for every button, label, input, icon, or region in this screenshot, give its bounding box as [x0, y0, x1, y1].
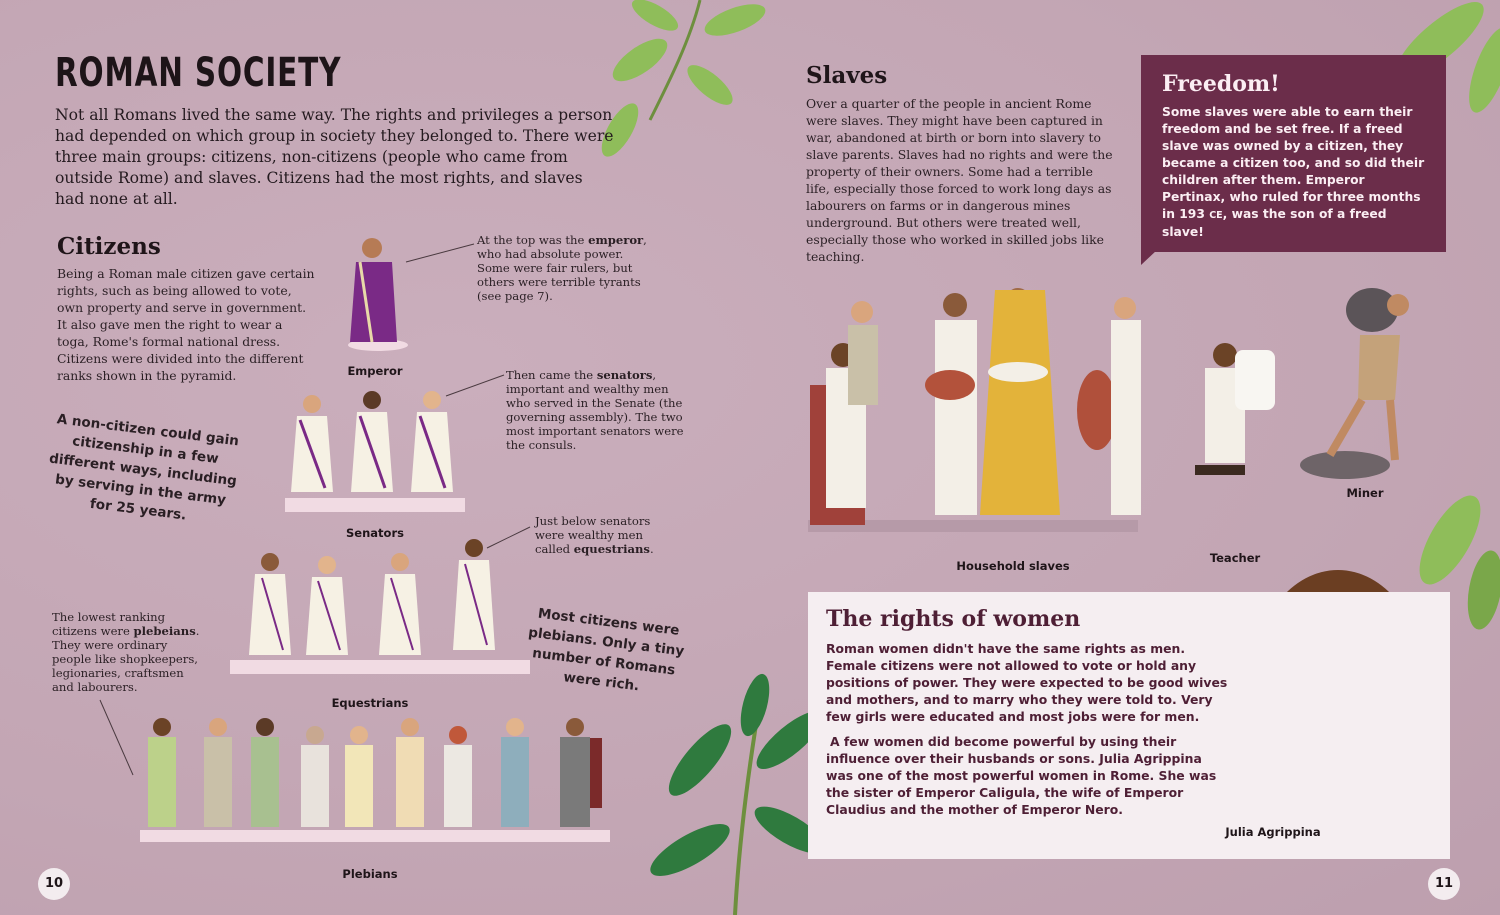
julia-caption: Julia Agrippina: [1225, 825, 1321, 839]
plebeians-note-pre: The lowest ranking citizens were: [52, 610, 166, 638]
teacher-illustration: [1195, 343, 1275, 475]
page-number-right: 11: [1428, 868, 1460, 900]
plebeians-note: [52, 610, 207, 694]
emperor-note-bold: emperor: [588, 233, 644, 247]
senators-note: [506, 368, 686, 452]
women-paragraph-1: Roman women didn't have the same rights as men. Female citizens were not allowed to vote or hold any positions of power. They were expected to be good wives and mothers, and to marry who they were told to. Very few girls were educated and most jobs were for men.: [826, 641, 1228, 724]
equestrians-illustration: [230, 539, 530, 674]
teacher-caption: Teacher: [1209, 551, 1261, 565]
miner-caption: Miner: [1346, 486, 1384, 500]
intro-paragraph: Not all Romans lived the same way. The rights and privileges a person had depended on which group in society they belonged to. There were three main groups: citizens, non-citizens (people who came from outside Rome) and slaves. Citizens had the most rights, and slaves had none at all.: [55, 106, 614, 208]
household-slaves-illustration: [808, 288, 1141, 532]
freedom-box: [1141, 55, 1446, 252]
equestrians-note-post: .: [649, 542, 654, 556]
senators-note-pre: Then came the: [506, 368, 597, 382]
freedom-text-after: , was the son of a freed slave!: [1162, 207, 1387, 239]
emperor-caption: Emperor: [347, 364, 403, 378]
laurel-branch-bottom-illustration: [644, 671, 832, 915]
freedom-text-before: Some slaves were able to earn their freedom and be set free. If a freed slave was owned by a citizen, they became a citizen too, and so did their children after them. Emperor Pertinax, who ruled for three months in 193: [1162, 105, 1425, 221]
plebians-illustration: [140, 718, 610, 842]
emperor-illustration: [348, 238, 408, 351]
freedom-box-tail: [1141, 250, 1157, 265]
plebeians-note-bold: plebeians: [133, 624, 196, 638]
freedom-heading: Freedom!: [1162, 71, 1280, 97]
household-slaves-caption: Household slaves: [956, 559, 1070, 573]
slaves-heading: Slaves: [806, 62, 888, 89]
slaves-text: Over a quarter of the people in ancient Rome were slaves. They might have been captured in war, abandoned at birth or born into slavery to slave parents. Slaves had no rights and were the property of their owners. Some had a terrible life, especially those forced to work long days as labourers on farms or in dangerous mines underground. But others were treated well, especially those who worked in skilled jobs like teaching.: [806, 96, 1113, 264]
noncitizen-callout: A non-citizen could gain citizenship in a few different ways, including by serving in the army for 25 years.: [48, 411, 240, 524]
women-heading: The rights of women: [826, 606, 1081, 632]
emperor-note: [477, 233, 657, 303]
equestrians-note: [535, 514, 665, 556]
women-text: [826, 640, 1231, 818]
emperor-note-pre: At the top was the: [477, 233, 589, 247]
plebians-caption: Plebians: [342, 867, 398, 881]
emperor-note-post: , who had absolute power. Some were fair rulers, but others were terrible tyrants (see page 7).: [477, 233, 647, 303]
equestrians-caption: Equestrians: [331, 696, 409, 710]
women-paragraph-2: A few women did become powerful by using their influence over their husbands or sons. Julia Agrippina was one of the most powerful women in Rome. She was the sister of Emperor Caligula, the wife of Emperor Claudius and the mother of Emperor Nero.: [826, 734, 1217, 817]
senators-illustration: [285, 391, 465, 512]
freedom-era: CE: [1209, 210, 1223, 221]
citizens-text: Being a Roman male citizen gave certain rights, such as being allowed to vote, own property and serve in government. It also gave men the right to wear a toga, Rome's formal national dress. Citizens were divided into the different ranks shown in the pyramid.: [57, 266, 315, 383]
most-citizens-callout: Most citizens were plebians. Only a tiny number of Romans were rich.: [527, 605, 686, 695]
women-rights-box: [808, 592, 1450, 859]
page-title: ROMAN SOCIETY: [55, 50, 342, 96]
citizens-heading: Citizens: [57, 233, 161, 260]
freedom-text: [1162, 104, 1432, 241]
page-number-left: 10: [38, 868, 70, 900]
equestrians-note-pre: Just below senators were wealthy men called: [535, 514, 651, 556]
plebeians-note-post: . They were ordinary people like shopkeepers, legionaries, craftsmen and labourers.: [52, 624, 200, 694]
miner-illustration: [1300, 288, 1409, 479]
senators-caption: Senators: [346, 526, 404, 540]
equestrians-note-bold: equestrians: [573, 542, 650, 556]
senators-note-post: , important and wealthy men who served in the Senate (the governing assembly). The two most important senators were the consuls.: [506, 368, 684, 452]
senators-note-bold: senators: [596, 368, 653, 382]
olive-branch-top-illustration: [595, 0, 770, 162]
